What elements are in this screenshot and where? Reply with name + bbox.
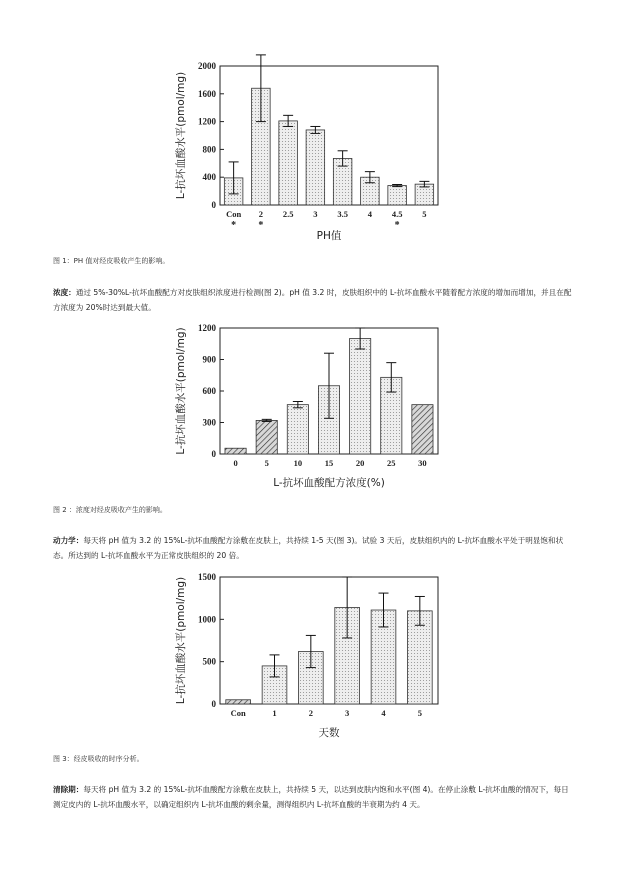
- bar: [256, 420, 277, 454]
- x-tick-label: 5: [264, 458, 269, 468]
- x-tick-label: 4.5: [391, 209, 403, 219]
- y-tick-label: 300: [202, 417, 216, 428]
- y-tick-label: 0: [211, 699, 216, 709]
- chart-time-course: [170, 568, 460, 748]
- y-tick-label: 600: [202, 386, 216, 396]
- x-tick-label: 0: [233, 458, 238, 468]
- bar: [350, 339, 371, 455]
- bar: [226, 700, 251, 704]
- bar: [388, 186, 407, 205]
- y-tick-label: 2000: [198, 61, 216, 71]
- figure-3-caption: 图 3：经皮吸收的时序分析。: [53, 755, 144, 763]
- y-tick-label: 0: [211, 449, 216, 459]
- x-tick-label: 2: [258, 209, 263, 219]
- bar: [412, 405, 433, 454]
- y-tick-label: 1600: [198, 88, 216, 99]
- bar: [279, 121, 298, 205]
- concentration-paragraph: [53, 285, 573, 315]
- x-tick-label: 2: [308, 708, 313, 718]
- y-axis-label: L-抗坏血酸水平(pmol/mg): [175, 327, 187, 455]
- x-tick-label: 2.5: [282, 209, 294, 219]
- bar: [287, 405, 308, 454]
- x-tick-label: Con: [226, 209, 242, 219]
- bar: [306, 130, 325, 205]
- kinetics-paragraph: [53, 533, 573, 563]
- x-axis-label: 天数: [318, 727, 340, 739]
- x-tick-label: 3: [345, 708, 350, 718]
- x-tick-label: 25: [387, 458, 396, 468]
- clearance-term: 清除期：: [53, 785, 84, 794]
- plot-frame: [220, 577, 438, 704]
- x-tick-label: 4: [367, 209, 372, 219]
- y-tick-label: 400: [202, 172, 216, 183]
- y-tick-label: 1500: [198, 572, 216, 582]
- x-tick-label: 1: [272, 708, 277, 718]
- y-tick-label: 800: [202, 144, 216, 155]
- x-tick-label: 10: [293, 458, 303, 468]
- concentration-term: 浓度：: [53, 288, 76, 297]
- x-axis-label: PH值: [316, 230, 342, 242]
- x-tick-label: 5: [422, 209, 427, 219]
- x-tick-label: 15: [324, 458, 334, 468]
- chart-ph-effect: [170, 50, 460, 250]
- kinetics-text: 每天将 pH 值为 3.2 的 15%L-抗坏血酸配方涂敷在皮肤上，共持续 1-5 天(图 3)。试验 3 天后，皮肤组织内的 L-抗坏血酸水平处于明显饱和状态。所达到的 L-抗坏血酸水平为正常皮肤组织的 20 倍。: [53, 536, 564, 560]
- significance-mark: *: [258, 220, 264, 231]
- x-tick-label: Con: [230, 708, 246, 718]
- x-tick-label: 5: [417, 708, 422, 718]
- x-tick-label: 3.5: [337, 209, 348, 219]
- concentration-text: 通过 5%-30%L-抗坏血酸配方对皮肤组织浓度进行检测(图 2)。pH 值 3.2 时，皮肤组织中的 L-抗坏血酸水平随着配方浓度的增加而增加，并且在配方浓度为 20%时达到最大值。: [53, 288, 572, 312]
- chart-concentration-effect: [170, 318, 460, 498]
- significance-mark: *: [394, 220, 400, 231]
- y-tick-label: 1200: [198, 116, 216, 127]
- y-tick-label: 500: [202, 656, 216, 667]
- y-tick-label: 0: [211, 200, 216, 210]
- y-axis-label: L-抗坏血酸水平(pmol/mg): [175, 71, 187, 200]
- y-axis-label: L-抗坏血酸水平(pmol/mg): [175, 576, 187, 705]
- y-tick-label: 900: [202, 354, 216, 365]
- clearance-paragraph: [53, 782, 573, 812]
- x-tick-label: 3: [313, 209, 318, 219]
- x-tick-label: 30: [418, 458, 427, 468]
- clearance-text: 每天将 pH 值为 3.2 的 15%L-抗坏血酸配方涂敷在皮肤上，共持续 5 天，以达到皮肤内饱和水平(图 4)。在停止涂敷 L-抗坏血酸的情况下，每日测定皮内的 L-抗坏血酸水平，以确定组织内 L-抗坏血酸的剩余量，测得组织内 L-抗坏血酸的半衰期为约 4 天。: [53, 785, 569, 809]
- x-tick-label: 20: [355, 458, 365, 468]
- x-tick-label: 4: [381, 708, 386, 718]
- kinetics-term: 动力学：: [53, 536, 84, 545]
- figure-2-caption: 图 2 ：浓度对经皮吸收产生的影响。: [53, 506, 167, 514]
- y-tick-label: 1000: [198, 614, 216, 625]
- x-axis-label: L-抗坏血酸配方浓度(%): [273, 477, 385, 489]
- bar: [225, 448, 246, 454]
- significance-mark: *: [231, 220, 237, 231]
- figure-1-caption: 图 1：PH 值对经皮吸收产生的影响。: [53, 257, 170, 265]
- y-tick-label: 1200: [198, 323, 216, 333]
